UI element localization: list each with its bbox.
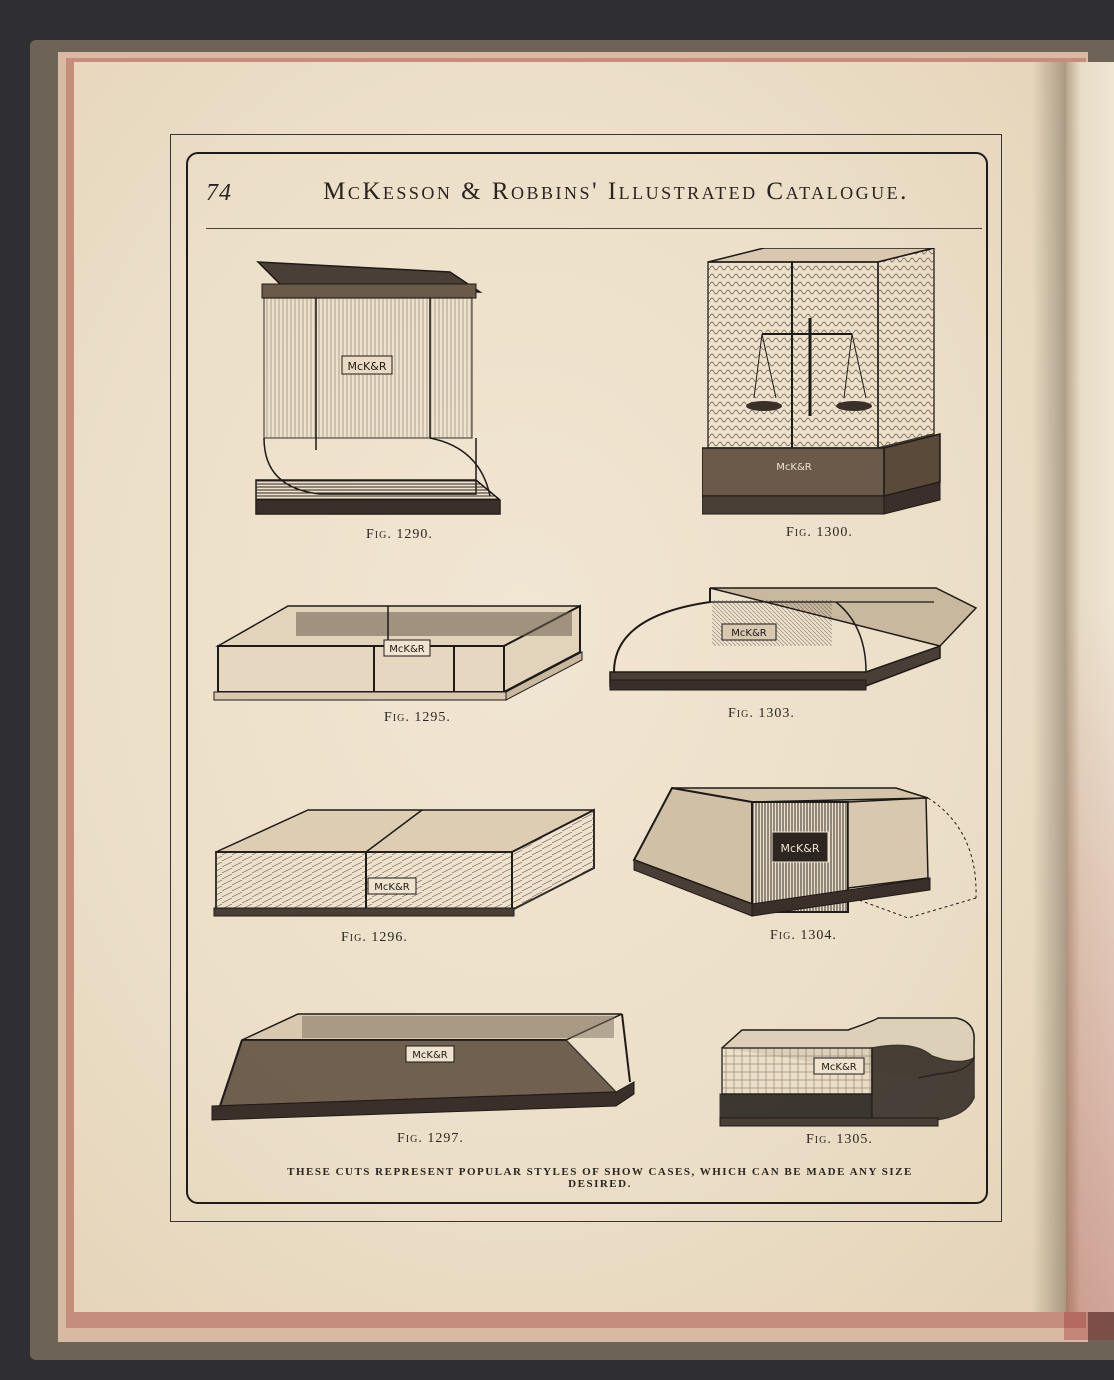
- page-title: McKesson & Robbins' Illustrated Catalogue.: [323, 178, 909, 205]
- figure-1296-caption: Fig. 1296.: [341, 930, 408, 945]
- figure-1297-illustration: [206, 1010, 640, 1124]
- brand-label: McK&R: [347, 360, 387, 373]
- brand-label: McK&R: [374, 882, 410, 893]
- figure-1295-illustration: [212, 604, 584, 704]
- brand-label: McK&R: [821, 1062, 857, 1073]
- header-rule: [206, 228, 982, 229]
- figure-1303-caption: Fig. 1303.: [728, 706, 795, 721]
- brand-label: McK&R: [389, 644, 425, 655]
- page-header: [206, 170, 982, 226]
- brand-label: McK&R: [776, 462, 812, 473]
- brand-label: McK&R: [412, 1050, 448, 1061]
- footer-note: THESE CUTS REPRESENT POPULAR STYLES OF SHOW CASES, WHICH CAN BE MADE ANY SIZE DESIRED.: [287, 1166, 913, 1190]
- facing-page-tint: [1064, 600, 1114, 1340]
- brand-label: McK&R: [780, 842, 820, 855]
- figure-1290-illustration: [250, 258, 510, 520]
- figure-1305-illustration: [718, 1016, 980, 1128]
- page-number: 74: [206, 180, 232, 206]
- figure-1290-caption: Fig. 1290.: [366, 527, 433, 542]
- gutter-shadow: [1032, 62, 1066, 1312]
- figure-1305-caption: Fig. 1305.: [806, 1132, 873, 1147]
- figure-1296-illustration: [212, 808, 596, 920]
- figure-1304-caption: Fig. 1304.: [770, 928, 837, 943]
- figure-1303-illustration: [604, 586, 980, 698]
- brand-label: McK&R: [731, 628, 767, 639]
- figure-1304-illustration: [632, 774, 984, 928]
- figure-1300-caption: Fig. 1300.: [786, 525, 853, 540]
- figure-1297-caption: Fig. 1297.: [397, 1131, 464, 1146]
- figure-1295-caption: Fig. 1295.: [384, 710, 451, 725]
- figure-1300-illustration: [702, 248, 942, 518]
